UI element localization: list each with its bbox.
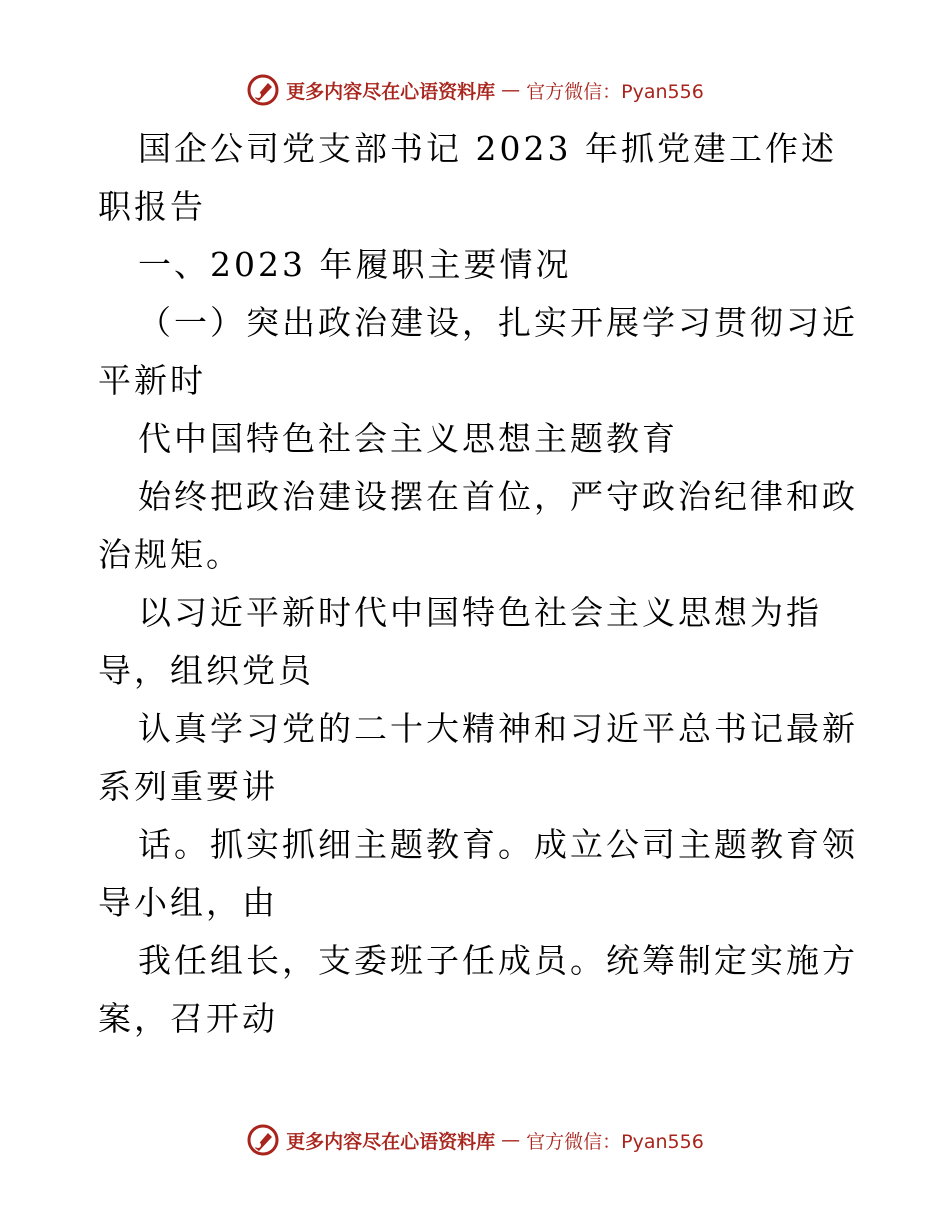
- footer-slogan: 更多内容尽在心语资料库: [286, 1130, 496, 1153]
- document-title: 国企公司党支部书记 2023 年抓党建工作述职报告: [98, 129, 837, 226]
- paragraph-4: 话。抓实抓细主题教育。成立公司主题教育领导小组，由: [98, 825, 858, 922]
- section-heading: 一、2023 年履职主要情况: [138, 245, 572, 284]
- paragraph-3: 认真学习党的二十大精神和习近平总书记最新系列重要讲: [98, 709, 858, 806]
- pen-logo-icon: [246, 73, 280, 107]
- subsection-heading-line2: 代中国特色社会主义思想主题教育: [138, 419, 678, 458]
- document-body: [98, 120, 858, 1048]
- paragraph-1: 始终把政治建设摆在首位，严守政治纪律和政治规矩。: [98, 477, 858, 574]
- paragraph-2: 以习近平新时代中国特色社会主义思想为指导，组织党员: [98, 593, 822, 690]
- footer-contact: 官方微信：Pyan556: [526, 1130, 704, 1153]
- header-contact: 官方微信：Pyan556: [526, 80, 704, 103]
- header-banner-inner: [246, 73, 704, 107]
- header-banner: [0, 70, 950, 110]
- header-dash: —: [501, 79, 521, 101]
- pen-logo-icon: [246, 1123, 280, 1157]
- footer-dash: —: [501, 1129, 521, 1151]
- header-slogan: 更多内容尽在心语资料库: [286, 80, 496, 103]
- subsection-heading-line1: （一）突出政治建设，扎实开展学习贯彻习近平新时: [98, 303, 858, 400]
- footer-banner-inner: [246, 1123, 704, 1157]
- paragraph-5: 我任组长，支委班子任成员。统筹制定实施方案，召开动: [98, 941, 858, 1038]
- footer-banner: [0, 1120, 950, 1160]
